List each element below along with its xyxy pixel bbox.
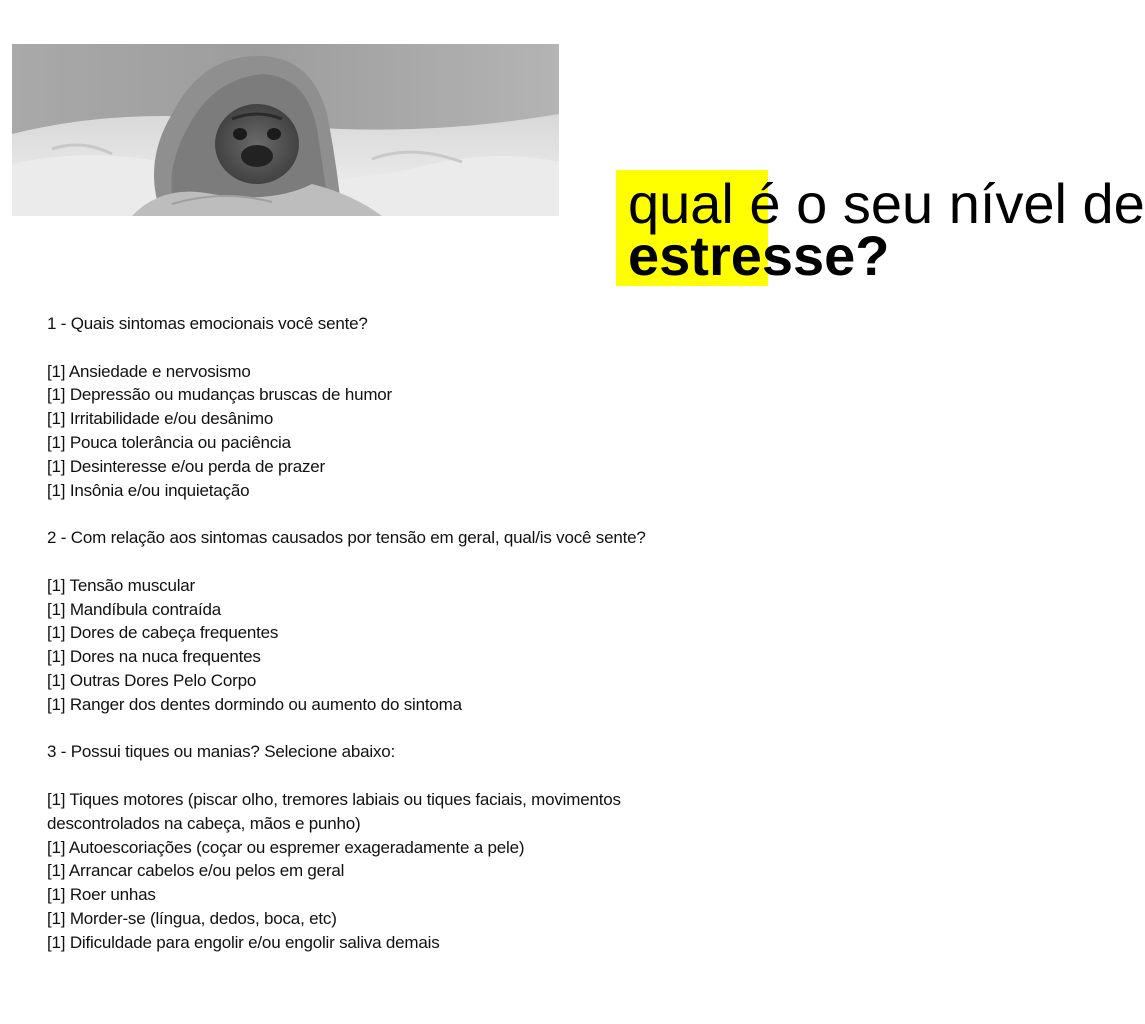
option-item: [1] Autoescoriações (coçar ou espremer exageradamente a pele) bbox=[47, 837, 525, 857]
questionnaire bbox=[47, 312, 647, 978]
option-item: [1] Ranger dos dentes dormindo ou aumento do sintoma bbox=[47, 694, 462, 714]
section-3 bbox=[47, 740, 647, 954]
option-item: [1] Pouca tolerância ou paciência bbox=[47, 432, 291, 452]
option-item: [1] Desinteresse e/ou perda de prazer bbox=[47, 456, 325, 476]
option-item: [1] Tiques motores (piscar olho, tremores labiais ou tiques faciais, movimentos descontrolados na cabeça, mãos e punho) bbox=[47, 789, 621, 833]
option-item: [1] Arrancar cabelos e/ou pelos em geral bbox=[47, 861, 345, 881]
question-2: 2 - Com relação aos sintomas causados por tensão em geral, qual/is você sente? bbox=[47, 528, 646, 548]
option-item: [1] Dores na nuca frequentes bbox=[47, 647, 261, 667]
option-item: [1] Insônia e/ou inquietação bbox=[47, 480, 250, 500]
option-item: [1] Roer unhas bbox=[47, 885, 156, 905]
option-item: [1] Dores de cabeça frequentes bbox=[47, 623, 279, 643]
option-item: [1] Ansiedade e nervosismo bbox=[47, 361, 251, 381]
option-item: [1] Irritabilidade e/ou desânimo bbox=[47, 409, 274, 429]
title-line-2: estresse? bbox=[628, 224, 890, 287]
section-1 bbox=[47, 312, 647, 502]
option-item: [1] Morder-se (língua, dedos, boca, etc) bbox=[47, 908, 337, 928]
option-item: [1] Depressão ou mudanças bruscas de humor bbox=[47, 385, 393, 405]
option-item: [1] Mandíbula contraída bbox=[47, 599, 222, 619]
option-item: [1] Outras Dores Pelo Corpo bbox=[47, 670, 257, 690]
question-3: 3 - Possui tiques ou manias? Selecione abaixo: bbox=[47, 742, 396, 762]
option-item: [1] Dificuldade para engolir e/ou engolir saliva demais bbox=[47, 932, 440, 952]
header-photo bbox=[12, 44, 559, 216]
title-line-1: qual é o seu nível de bbox=[628, 172, 1145, 235]
question-1: 1 - Quais sintomas emocionais você sente? bbox=[47, 314, 368, 333]
title-highlight-box bbox=[616, 170, 1145, 287]
option-item: [1] Tensão muscular bbox=[47, 575, 196, 595]
section-2 bbox=[47, 526, 647, 716]
